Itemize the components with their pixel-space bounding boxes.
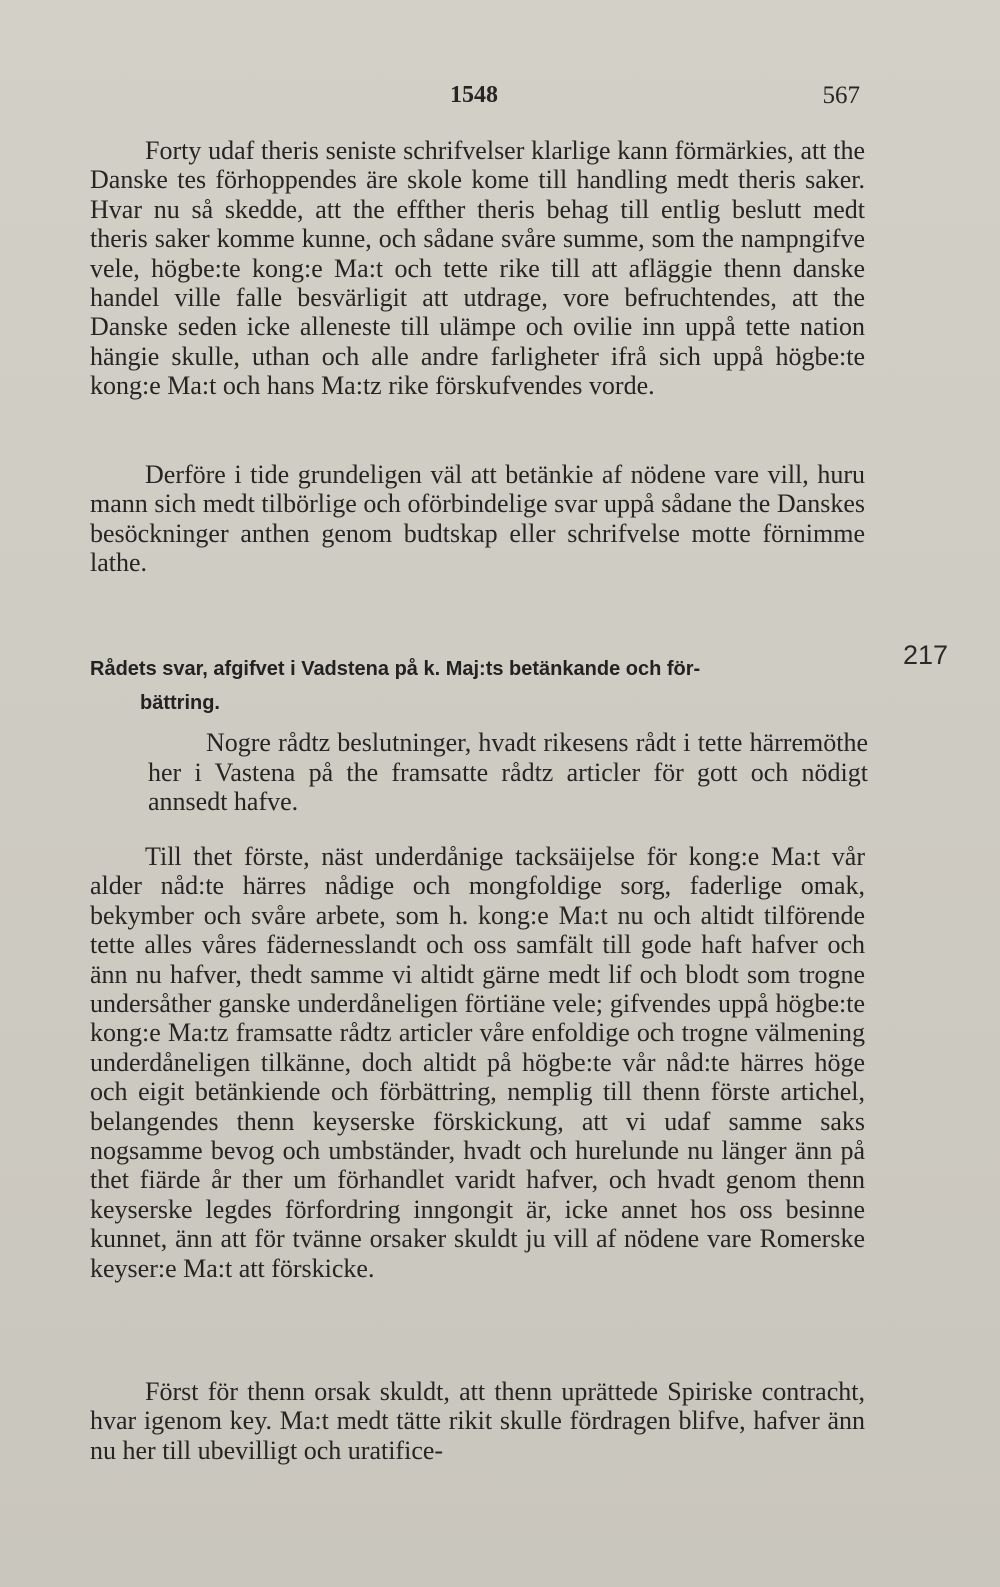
page-year: 1548: [450, 82, 498, 108]
section-heading: [90, 652, 880, 720]
paragraph-3: Till thet förste, näst underdånige tacksäijelse för kong:e Ma:t vår alder nåd:te härres nådige och mongfoldige sorg, faderlige omak, bekymber och svåre arbete, som h. kong:e Ma:t nu och altidt tilförende tette alles våres fädernesslandt och oss samfält till gode haft hafver och änn nu hafver, thedt samme vi altidt gärne medt lif och blodt som trogne undersåther ganske underdåneligen förtiäne vele; gifvendes uppå högbe:te kong:e Ma:tz framsatte rådtz articler våre enfoldige och trogne välmening underdåneligen tilkänne, doch altidt på högbe:te vår nåd:te härres höge och eigit betänkiende och förbättring, nemplig till thenn förste artichel, belangendes thenn keyserske förskickung, att vi udaf samme saks nogsamme bevog och umbständer, hvadt och hurelunde nu länger änn på thet fiärde år ther um förhandlet varidt hafver, och hvadt genom thenn keyserske legdes förfordring inngongit är, icke annet hos oss besinne kunnet, änn att för tvänne orsaker skuldt ju vill af nödene vare Romerske keyser:e Ma:t att förskicke.: [90, 842, 865, 1283]
section-heading-line-2: bättring.: [140, 692, 220, 714]
section-heading-line-1: Rådets svar, afgifvet i Vadstena på k. Maj:ts betänkande och för-: [90, 658, 701, 680]
paragraph-1: Forty udaf theris seniste schrifvelser klarlige kann förmärkies, att the Danske tes förhoppendes äre skole kome till handling medt theris saker. Hvar nu så skedde, att the effther theris behag till entlig beslutt medt theris saker komme kunne, och sådane svåre summe, som the nampngifve vele, högbe:te kong:e Ma:t och tette rike till att afläggie thenn danske handel ville falle besvärligit att utdrage, vore befruchtendes, att the Danske seden icke alleneste till ulämpe och ovilie inn uppå tette nation hängie skulle, uthan och alle andre farligheter ifrå sich uppå högbe:te kong:e Ma:t och hans Ma:tz rike förskufvendes vorde.: [90, 136, 865, 401]
margin-document-number: 217: [903, 640, 949, 670]
intro-paragraph: Nogre rådtz beslutninger, hvadt rikesens rådt i tette härremöthe her i Vastena på the framsatte rådtz articler för gott och nödigt annsedt hafve.: [148, 728, 868, 816]
paragraph-2: Derföre i tide grundeligen väl att betänkie af nödene vare vill, huru mann sich medt tilbörlige och oförbindelige svar uppå sådane the Danskes besöckninger anthen genom budtskap eller schrifvelse motte förnimme lathe.: [90, 460, 865, 578]
paragraph-4: Först för thenn orsak skuldt, att thenn uprättede Spiriske contracht, hvar igenom key. Ma:t medt tätte rikit skulle fördragen blifve, hafver änn nu her till ubevilligt och uratifice-: [90, 1377, 865, 1465]
page-number: 567: [822, 82, 860, 109]
page-header: [90, 82, 860, 122]
